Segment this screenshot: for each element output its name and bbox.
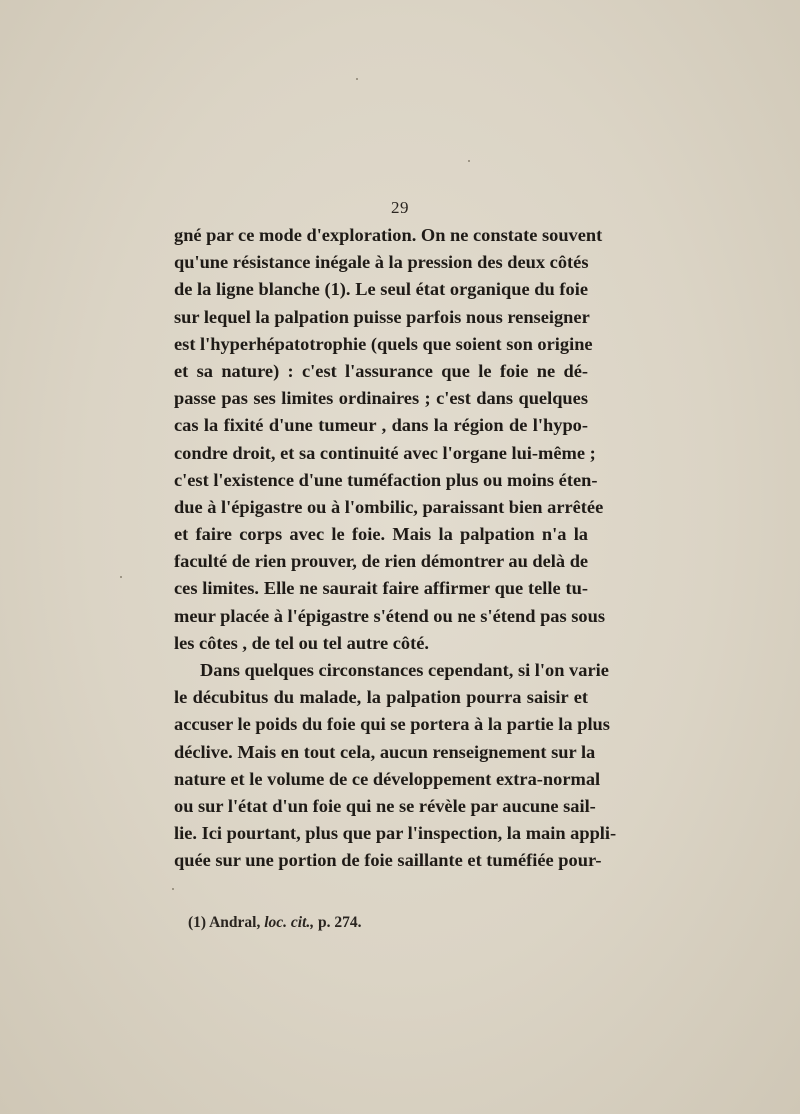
text-line: ces limites. Elle ne saurait faire affirmer que telle tu-	[174, 578, 588, 599]
page-number: 29	[391, 198, 409, 217]
text-line: de la ligne blanche (1). Le seul état organique du foie	[174, 279, 588, 300]
footnote	[188, 914, 362, 932]
text-line: c'est l'existence d'une tuméfaction plus ou moins éten-	[174, 469, 598, 490]
footnote-reference: loc. cit.,	[264, 914, 315, 931]
text-line: cas la fixité d'une tumeur , dans la région de l'hypo-	[174, 415, 588, 436]
text-line: déclive. Mais en tout cela, aucun renseignement sur la	[174, 741, 596, 762]
paper-speck	[172, 888, 174, 890]
text-line: et sa nature) : c'est l'assurance que le foie ne dé-	[174, 360, 588, 381]
text-line: les côtes , de tel ou tel autre côté.	[174, 632, 429, 653]
text-line: nature et le volume de ce développement extra-normal	[174, 768, 601, 789]
text-line: qu'une résistance inégale à la pression des deux côtés	[174, 252, 589, 273]
text-line: meur placée à l'épigastre s'étend ou ne s'étend pas sous	[174, 605, 605, 626]
text-line: sur lequel la palpation puisse parfois nous renseigner	[174, 306, 590, 327]
text-line: lie. Ici pourtant, plus que par l'inspection, la main appli-	[174, 823, 617, 844]
text-line: quée sur une portion de foie saillante et tuméfiée pour-	[174, 850, 602, 871]
text-line: ou sur l'état d'un foie qui ne se révèle par aucune sail-	[174, 795, 596, 816]
text-line: passe pas ses limites ordinaires ; c'est dans quelques	[174, 388, 588, 409]
text-line: le décubitus du malade, la palpation pourra saisir et	[174, 687, 588, 708]
text-line: due à l'épigastre ou à l'ombilic, paraissant bien arrêtée	[174, 496, 604, 517]
text-line: gné par ce mode d'exploration. On ne constate souvent	[174, 225, 603, 245]
text-line: accuser le poids du foie qui se portera à la partie la plus	[174, 714, 610, 735]
text-line: faculté de rien prouver, de rien démontrer au delà de	[174, 551, 589, 572]
text-line: et faire corps avec le foie. Mais la palpation n'a la	[174, 524, 588, 545]
paper-speck	[356, 78, 358, 80]
footnote-marker: (1) Andral,	[188, 914, 261, 931]
text-line: est l'hyperhépatotrophie (quels que soient son origine	[174, 333, 593, 354]
text-line: Dans quelques circonstances cependant, si l'on varie	[200, 660, 609, 680]
paper-speck	[120, 576, 122, 578]
text-line: condre droit, et sa continuité avec l'organe lui-même ;	[174, 442, 596, 463]
paper-speck	[468, 160, 470, 162]
footnote-page: p. 274.	[318, 914, 362, 931]
body-text	[174, 222, 617, 875]
